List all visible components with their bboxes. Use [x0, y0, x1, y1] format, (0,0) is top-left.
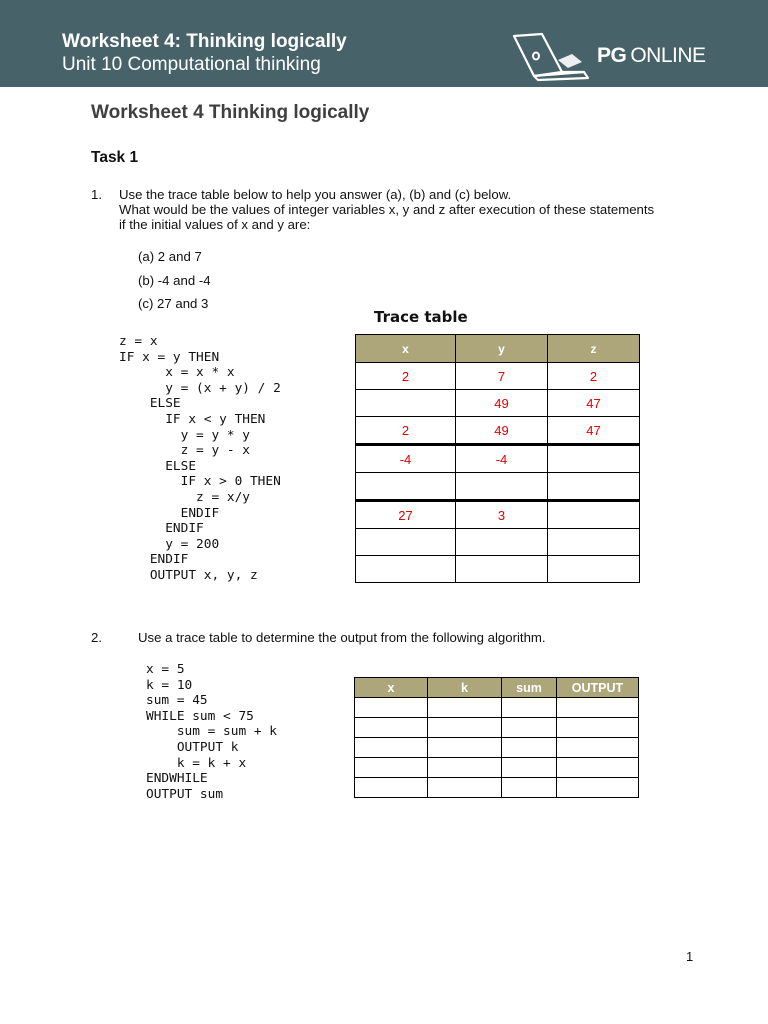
table-row — [356, 390, 640, 417]
question-1-line-3: if the initial values of x and y are: — [119, 217, 311, 232]
question-2-number: 2. — [91, 630, 102, 645]
table-cell: -4 — [356, 445, 456, 473]
question-1-line-2: What would be the values of integer variables x, y and z after execution of these statements — [119, 202, 655, 217]
table-cell — [557, 778, 639, 798]
table-row — [356, 556, 640, 583]
table-cell: 47 — [548, 390, 640, 417]
table-cell — [355, 738, 428, 758]
table-cell — [355, 758, 428, 778]
table-cell — [557, 698, 639, 718]
table-cell — [428, 738, 502, 758]
table-cell — [356, 556, 456, 583]
option-a: (a) 2 and 7 — [138, 249, 202, 264]
table-row — [356, 445, 640, 473]
table-cell: 47 — [548, 417, 640, 445]
table-cell — [428, 698, 502, 718]
column-header: x — [355, 678, 428, 698]
trace-table-2 — [354, 677, 639, 798]
table-cell — [502, 718, 557, 738]
table-cell — [456, 529, 548, 556]
page-header — [0, 0, 768, 87]
table-cell: 3 — [456, 501, 548, 529]
table-cell: 49 — [456, 390, 548, 417]
table-cell — [557, 738, 639, 758]
table-header-row — [355, 678, 639, 698]
table-cell — [548, 501, 640, 529]
column-header: y — [456, 335, 548, 363]
code-block-2: x = 5 k = 10 sum = 45 WHILE sum < 75 sum = sum + k OUTPUT k k = k + x ENDWHILE OUTPUT sum — [146, 662, 277, 802]
column-header: z — [548, 335, 640, 363]
table-cell: 2 — [548, 363, 640, 390]
question-2-text: Use a trace table to determine the output from the following algorithm. — [138, 630, 546, 645]
table-cell — [355, 778, 428, 798]
table-cell: 2 — [356, 363, 456, 390]
task-label: Task 1 — [91, 149, 139, 166]
column-header: sum — [502, 678, 557, 698]
table-header-row — [356, 335, 640, 363]
table-cell: 49 — [456, 417, 548, 445]
table-cell — [356, 529, 456, 556]
header-title: Worksheet 4: Thinking logically — [62, 31, 347, 52]
table-cell — [548, 556, 640, 583]
table-cell — [548, 445, 640, 473]
table-cell — [502, 698, 557, 718]
table-cell — [356, 473, 456, 501]
option-b: (b) -4 and -4 — [138, 273, 211, 288]
table-row — [356, 473, 640, 501]
table-row — [356, 363, 640, 390]
trace-table-caption: Trace table — [374, 308, 468, 326]
question-1-number: 1. — [91, 187, 102, 202]
table-cell — [355, 718, 428, 738]
table-cell — [355, 698, 428, 718]
option-c: (c) 27 and 3 — [138, 296, 209, 311]
table-cell — [557, 758, 639, 778]
table-row — [355, 698, 639, 718]
table-cell: 7 — [456, 363, 548, 390]
table-cell: 2 — [356, 417, 456, 445]
table-cell: -4 — [456, 445, 548, 473]
table-row — [355, 738, 639, 758]
header-subtitle: Unit 10 Computational thinking — [62, 54, 321, 75]
laptop-icon — [512, 32, 590, 82]
table-row — [355, 718, 639, 738]
table-cell — [428, 758, 502, 778]
document-title: Worksheet 4 Thinking logically — [91, 102, 370, 123]
table-row — [355, 758, 639, 778]
table-cell — [502, 758, 557, 778]
table-row — [356, 529, 640, 556]
table-cell — [557, 718, 639, 738]
table-row — [356, 417, 640, 445]
logo-text: PG ONLINE — [597, 44, 706, 67]
table-cell — [502, 738, 557, 758]
question-1-line-1: Use the trace table below to help you answer (a), (b) and (c) below. — [119, 187, 512, 202]
table-cell — [456, 473, 548, 501]
trace-table-1 — [355, 334, 640, 583]
table-cell — [548, 473, 640, 501]
table-cell — [428, 778, 502, 798]
table-cell — [428, 718, 502, 738]
table-row — [356, 501, 640, 529]
column-header: x — [356, 335, 456, 363]
column-header: OUTPUT — [557, 678, 639, 698]
table-cell — [356, 390, 456, 417]
table-cell — [456, 556, 548, 583]
table-cell: 27 — [356, 501, 456, 529]
table-cell — [548, 529, 640, 556]
page-number: 1 — [686, 949, 694, 964]
table-cell — [502, 778, 557, 798]
column-header: k — [428, 678, 502, 698]
table-row — [355, 778, 639, 798]
code-block-1: z = x IF x = y THEN x = x * x y = (x + y) / 2 ELSE IF x < y THEN y = y * y z = y - x ELSE IF x > 0 THEN z = x/y ENDIF ENDIF y = 200 ENDIF OUTPUT x, y, z — [119, 334, 281, 583]
